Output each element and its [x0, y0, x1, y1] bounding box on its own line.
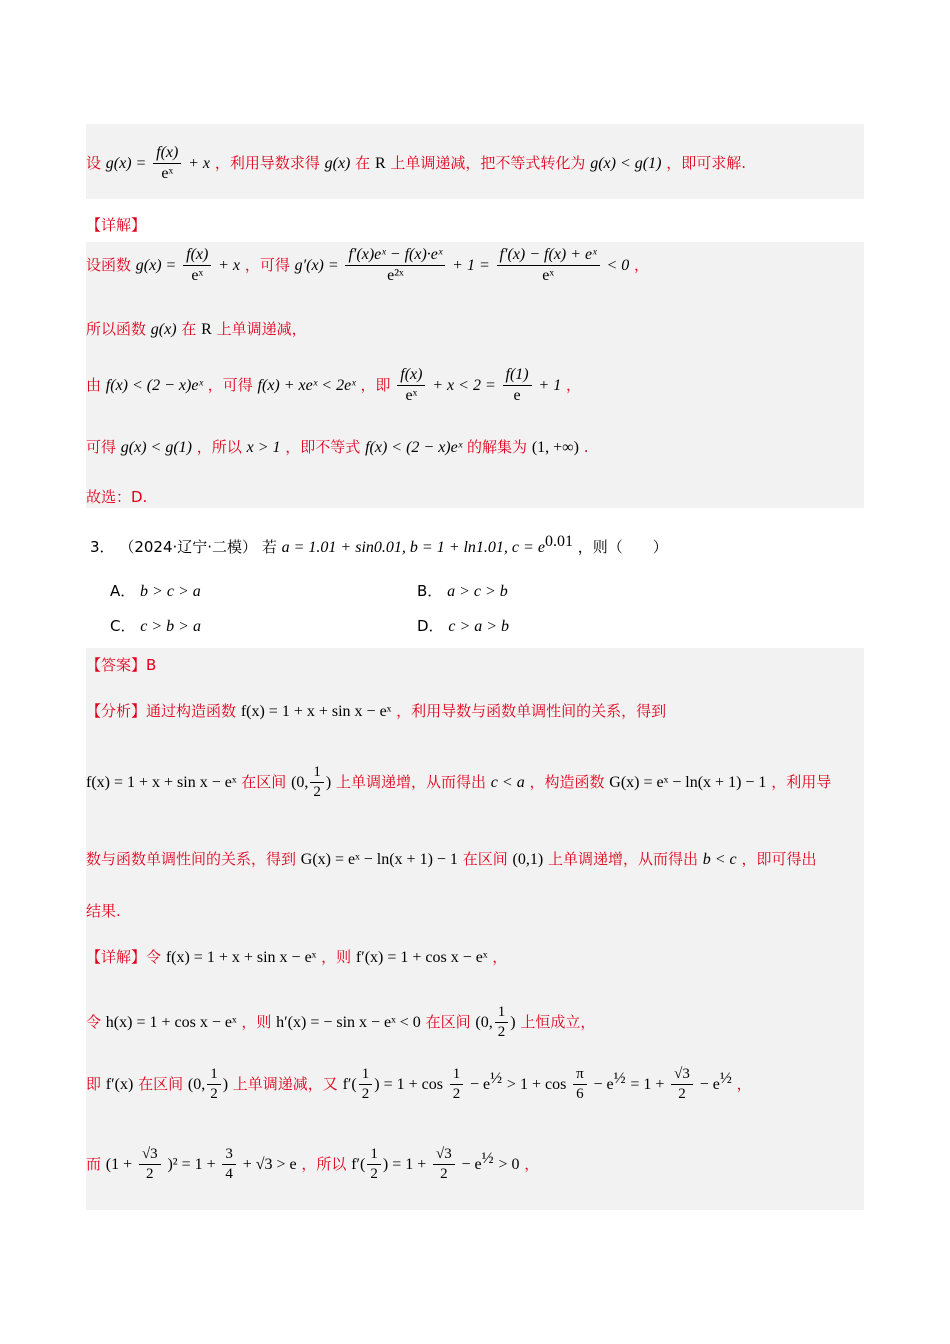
fraction: $\frac{1}{2}$ — [367, 1146, 381, 1183]
analysis-line-4: 结果. — [86, 902, 121, 920]
text: 上单调递减，把不等式转化为 — [390, 154, 586, 172]
detail-line-2: 所以函数 g(x) 在 R 上单调递减， — [86, 320, 307, 338]
fraction: $\frac{1}{2}$ — [450, 1066, 464, 1103]
math: g(x) < g(1) — [590, 155, 662, 172]
fraction: $\frac{f(x)}{\text{eˣ}}$ — [153, 144, 181, 183]
analysis-line-1: 【分析】通过构造函数 f(x) = 1 + x + sin x − eˣ ，利用导数与函数单调性间的关系，得到 — [86, 702, 667, 720]
fraction: $\frac{1}{2}$ — [495, 1004, 509, 1041]
math: R — [374, 155, 386, 172]
fraction: $\frac{f(1)}{e}$ — [503, 366, 532, 405]
solution-line-3: 即 f′(x) 在区间 (0, $\frac{1}{2}$ ) 上单调递减，又 f′( $\frac{1}{2}$ ) = 1 + cos $\frac{1}{2}$ − $e^{\frac{1}{2}} > 1 + \cos$ $\frac{\pi}{6}$ − $e^{\frac{1}{2}} = 1$ + $\frac{√3}{2}$ − $e^{\frac{1}{2}}$ ， — [86, 1066, 752, 1102]
fraction: $\frac{1}{2}$ — [207, 1066, 221, 1103]
solution-line-1: 【详解】令 f(x) = 1 + x + sin x − eˣ ，则 f′(x) = 1 + cos x − eˣ ， — [86, 948, 508, 966]
text: 在 — [355, 154, 371, 172]
detail-label: 【详解】 — [86, 216, 147, 234]
hint-panel — [86, 124, 864, 199]
text: ，利用导数求得 — [214, 154, 320, 172]
fraction: $\frac{f(x)}{\text{eˣ}}$ — [183, 246, 211, 285]
math: + x — [188, 155, 211, 172]
analysis-line-2: f(x) = 1 + x + sin x − eˣ 在区间 (0, $\frac{1}{2}$ ) 上单调递增，从而得出 c < a ，构造函数 G(x) = eˣ − ln(x + 1) − 1 ，利用导 — [86, 764, 832, 800]
fraction: $\frac{√3}{2}$ — [671, 1066, 693, 1103]
fraction: $\frac{1}{2}$ — [359, 1066, 373, 1103]
answer-panel — [86, 648, 864, 1210]
detail-line-5: 故选：D. — [86, 488, 148, 506]
text: ，即可求解. — [666, 154, 746, 172]
option-b[interactable]: B． a > c > b — [417, 582, 508, 600]
fraction: $\frac{√3}{2}$ — [139, 1146, 161, 1183]
fraction: $\frac{1}{2}$ — [310, 764, 324, 801]
question-3: 3． （2024·辽宁·二模） 若 a = 1.01 + sin0.01, b = 1 + ln1.01, $c = e^{0.01}$ ，则（ ） — [90, 533, 668, 556]
option-d[interactable]: D． c > a > b — [417, 617, 510, 635]
detail-line-1: 设函数 g(x) = $\frac{f(x)}{\text{eˣ}}$ + x ，可得 g′(x) = $\frac{\text{f′(x)eˣ − f(x)·eˣ}}{\text{e²ˣ}}$ + 1 = $\frac{\text{f′(x) − f(x) + eˣ}}{\text{eˣ}}$ < 0 ， — [86, 246, 650, 284]
analysis-line-3: 数与函数单调性间的关系，得到 G(x) = eˣ − ln(x + 1) − 1 在区间 (0,1) 上单调递增，从而得出 b < c ，即可得出 — [86, 850, 817, 868]
fraction: $\frac{3}{4}$ — [222, 1146, 236, 1183]
detail-line-3: 由 f(x) < (2 − x)eˣ ，可得 f(x) + xeˣ < 2eˣ ，即 $\frac{f(x)}{\text{eˣ}}$ + x < 2 = $\frac{f(1)}{e}$ + 1 ， — [86, 366, 582, 404]
text: 设 — [86, 154, 102, 172]
detail-line-4: 可得 g(x) < g(1) ，所以 x > 1 ，即不等式 f(x) < (2 − x)eˣ 的解集为 (1, +∞) . — [86, 438, 589, 456]
fraction: $\frac{\pi}{6}$ — [573, 1066, 587, 1103]
math: g(x) = — [105, 155, 147, 172]
option-c[interactable]: C． c > b > a — [110, 617, 201, 635]
solution-line-4: 而 (1 + $\frac{√3}{2}$ )² = 1 + $\frac{3}{4}$ + √3 > e ，所以 f′( $\frac{1}{2}$ ) = 1 + $\frac{√3}{2}$ − $e^{\frac{1}{2}} > 0$ ， — [86, 1146, 540, 1182]
hint-line — [86, 144, 746, 183]
fraction: $\frac{\text{f′(x)eˣ − f(x)·eˣ}}{\text{e²ˣ}}$ — [345, 246, 445, 285]
answer-line: 【答案】B — [86, 656, 157, 674]
option-a[interactable]: A． b > c > a — [110, 582, 201, 600]
fraction: $\frac{f(x)}{\text{eˣ}}$ — [397, 366, 425, 405]
detail-panel — [86, 242, 864, 508]
math: g(x) — [324, 155, 351, 172]
solution-line-2: 令 h(x) = 1 + cos x − eˣ ，则 h′(x) = − sin x − eˣ < 0 在区间 (0, $\frac{1}{2}$ ) 上恒成立， — [86, 1004, 596, 1040]
fraction: $\frac{\text{f′(x) − f(x) + eˣ}}{\text{eˣ}}$ — [497, 246, 600, 285]
fraction: $\frac{√3}{2}$ — [433, 1146, 455, 1183]
